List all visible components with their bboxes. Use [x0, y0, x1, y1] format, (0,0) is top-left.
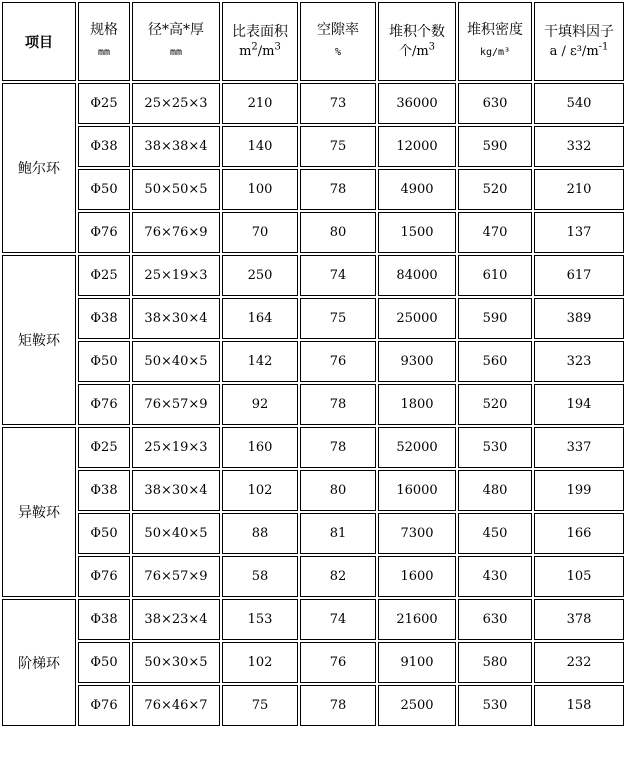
cell-density: 630: [458, 599, 532, 640]
cell-count: 84000: [378, 255, 456, 296]
header-factor-label: 干填料因子: [544, 23, 614, 40]
cell-factor: 389: [534, 298, 624, 339]
table-row: [2, 126, 624, 167]
cell-factor: 540: [534, 83, 624, 124]
cell-density: 470: [458, 212, 532, 253]
table-row: [2, 685, 624, 726]
cell-dims: 25×19×3: [132, 427, 220, 468]
cell-surface: 102: [222, 470, 298, 511]
header-density-label: 堆积密度: [467, 22, 523, 38]
cell-voidage: 78: [300, 384, 376, 425]
cell-voidage: 75: [300, 298, 376, 339]
cell-dims: 25×19×3: [132, 255, 220, 296]
cell-voidage: 82: [300, 556, 376, 597]
cell-spec: Φ76: [78, 556, 130, 597]
header-spec: [78, 2, 130, 81]
header-surface-label: 比表面积: [232, 23, 288, 40]
cell-factor: 137: [534, 212, 624, 253]
table-row: [2, 556, 624, 597]
cell-dims: 38×38×4: [132, 126, 220, 167]
cell-count: 9300: [378, 341, 456, 382]
header-surface-unit: [223, 43, 297, 61]
cell-voidage: 80: [300, 470, 376, 511]
table-row: [2, 212, 624, 253]
group-name-cell: [2, 427, 76, 597]
count-unit-base: 个/m: [398, 43, 429, 59]
surface-unit-base: m: [239, 43, 252, 59]
cell-density: 520: [458, 169, 532, 210]
cell-factor: 323: [534, 341, 624, 382]
cell-density: 590: [458, 126, 532, 167]
cell-spec: Φ38: [78, 126, 130, 167]
cell-surface: 70: [222, 212, 298, 253]
cell-count: 16000: [378, 470, 456, 511]
cell-density: 590: [458, 298, 532, 339]
table-row: [2, 341, 624, 382]
header-voidage: [300, 2, 376, 81]
cell-factor: 617: [534, 255, 624, 296]
cell-surface: 58: [222, 556, 298, 597]
cell-surface: 250: [222, 255, 298, 296]
cell-count: 2500: [378, 685, 456, 726]
cell-voidage: 76: [300, 341, 376, 382]
cell-factor: 105: [534, 556, 624, 597]
cell-spec: Φ76: [78, 212, 130, 253]
cell-surface: 210: [222, 83, 298, 124]
cell-dims: 50×30×5: [132, 642, 220, 683]
cell-spec: Φ38: [78, 470, 130, 511]
cell-surface: 140: [222, 126, 298, 167]
cell-spec: Φ50: [78, 341, 130, 382]
header-project: [2, 2, 76, 81]
table-row: [2, 298, 624, 339]
table-row: [2, 513, 624, 554]
cell-dims: 38×30×4: [132, 298, 220, 339]
cell-count: 12000: [378, 126, 456, 167]
cell-voidage: 75: [300, 126, 376, 167]
header-density: [458, 2, 532, 81]
cell-density: 450: [458, 513, 532, 554]
header-spec-label: 规格: [90, 22, 118, 38]
table-row: [2, 427, 624, 468]
cell-voidage: 81: [300, 513, 376, 554]
cell-voidage: 74: [300, 255, 376, 296]
cell-dims: 50×40×5: [132, 341, 220, 382]
header-project-label: 项目: [25, 34, 53, 51]
cell-dims: 76×57×9: [132, 556, 220, 597]
cell-surface: 92: [222, 384, 298, 425]
cell-surface: 142: [222, 341, 298, 382]
cell-voidage: 78: [300, 169, 376, 210]
surface-unit-sup2: 3: [274, 41, 281, 53]
cell-spec: Φ38: [78, 298, 130, 339]
count-unit-sup: 3: [428, 41, 436, 53]
group-name: 异鞍环: [18, 505, 60, 521]
cell-density: 560: [458, 341, 532, 382]
cell-count: 52000: [378, 427, 456, 468]
group-name-cell: [2, 83, 76, 253]
table-row: [2, 642, 624, 683]
cell-factor: 337: [534, 427, 624, 468]
cell-spec: Φ25: [78, 83, 130, 124]
cell-density: 630: [458, 83, 532, 124]
header-count-label: 堆积个数: [389, 23, 445, 40]
cell-surface: 153: [222, 599, 298, 640]
cell-dims: 76×57×9: [132, 384, 220, 425]
cell-spec: Φ25: [78, 427, 130, 468]
table-row: [2, 83, 624, 124]
cell-factor: 378: [534, 599, 624, 640]
surface-unit-sup1: 2: [251, 41, 258, 53]
cell-spec: Φ76: [78, 384, 130, 425]
cell-dims: 25×25×3: [132, 83, 220, 124]
cell-factor: 210: [534, 169, 624, 210]
cell-density: 530: [458, 685, 532, 726]
cell-count: 25000: [378, 298, 456, 339]
cell-voidage: 78: [300, 427, 376, 468]
cell-count: 36000: [378, 83, 456, 124]
cell-factor: 166: [534, 513, 624, 554]
cell-count: 1800: [378, 384, 456, 425]
table-row: [2, 599, 624, 640]
cell-surface: 100: [222, 169, 298, 210]
cell-factor: 158: [534, 685, 624, 726]
cell-dims: 76×76×9: [132, 212, 220, 253]
cell-factor: 332: [534, 126, 624, 167]
surface-unit-mid: /m: [257, 43, 275, 59]
group-name: 阶梯环: [18, 655, 60, 672]
factor-unit-base: a / ε³/m: [549, 43, 599, 59]
header-dims-unit: mm: [169, 47, 183, 58]
cell-factor: 232: [534, 642, 624, 683]
cell-density: 430: [458, 556, 532, 597]
header-dims: [132, 2, 220, 81]
cell-dims: 38×30×4: [132, 470, 220, 511]
table-row: [2, 169, 624, 210]
header-count: [378, 2, 456, 81]
cell-spec: Φ50: [78, 642, 130, 683]
cell-surface: 88: [222, 513, 298, 554]
header-row: [2, 2, 624, 81]
cell-factor: 199: [534, 470, 624, 511]
group-name-cell: [2, 599, 76, 726]
cell-dims: 50×50×5: [132, 169, 220, 210]
header-dims-label: 径*高*厚: [148, 22, 204, 38]
cell-density: 530: [458, 427, 532, 468]
cell-density: 480: [458, 470, 532, 511]
header-factor-unit: [535, 43, 623, 61]
factor-unit-sup: -1: [598, 41, 609, 53]
cell-count: 9100: [378, 642, 456, 683]
header-count-unit: [379, 43, 455, 61]
cell-surface: 164: [222, 298, 298, 339]
cell-voidage: 78: [300, 685, 376, 726]
table-row: [2, 255, 624, 296]
cell-voidage: 80: [300, 212, 376, 253]
cell-dims: 38×23×4: [132, 599, 220, 640]
group-name: 鲍尔环: [18, 161, 60, 177]
cell-count: 1500: [378, 212, 456, 253]
cell-density: 610: [458, 255, 532, 296]
cell-dims: 50×40×5: [132, 513, 220, 554]
header-spec-unit: mm: [97, 47, 111, 58]
cell-spec: Φ25: [78, 255, 130, 296]
header-voidage-label: 空隙率: [317, 22, 359, 38]
header-surface: [222, 2, 298, 81]
cell-voidage: 76: [300, 642, 376, 683]
cell-count: 21600: [378, 599, 456, 640]
cell-surface: 102: [222, 642, 298, 683]
cell-count: 4900: [378, 169, 456, 210]
cell-density: 580: [458, 642, 532, 683]
group-name: 矩鞍环: [18, 333, 60, 349]
cell-spec: Φ50: [78, 169, 130, 210]
cell-voidage: 73: [300, 83, 376, 124]
cell-spec: Φ76: [78, 685, 130, 726]
cell-spec: Φ50: [78, 513, 130, 554]
cell-voidage: 74: [300, 599, 376, 640]
cell-dims: 76×46×7: [132, 685, 220, 726]
cell-count: 1600: [378, 556, 456, 597]
header-factor: [534, 2, 624, 81]
table-row: [2, 384, 624, 425]
group-name-cell: [2, 255, 76, 425]
cell-surface: 75: [222, 685, 298, 726]
cell-surface: 160: [222, 427, 298, 468]
table-row: [2, 470, 624, 511]
cell-density: 520: [458, 384, 532, 425]
cell-factor: 194: [534, 384, 624, 425]
cell-count: 7300: [378, 513, 456, 554]
header-density-unit: kg/m³: [479, 47, 511, 58]
cell-spec: Φ38: [78, 599, 130, 640]
header-voidage-unit: %: [334, 47, 342, 58]
